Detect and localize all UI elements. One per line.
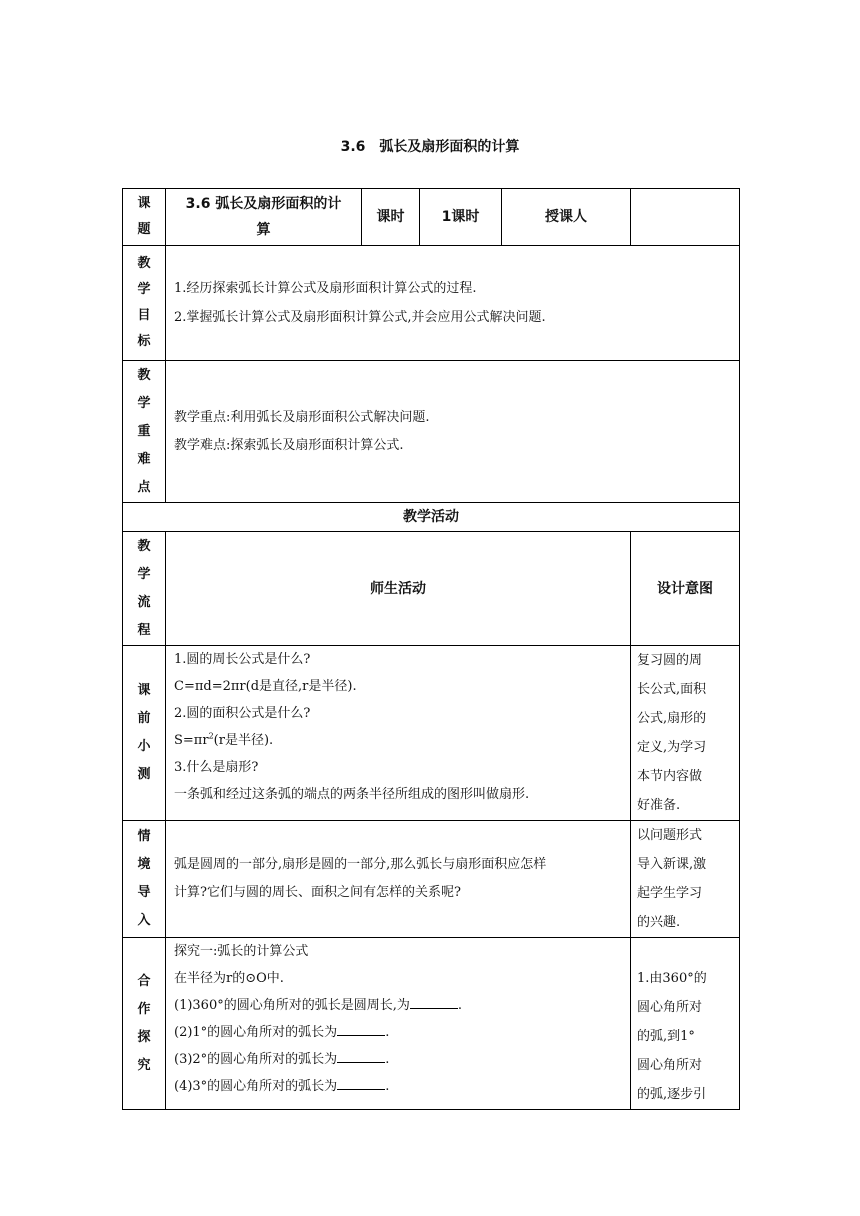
text-line: 3.什么是扇形? [174,760,259,775]
formula-note: (r是半径). [213,733,274,748]
intent-line: 本节内容做 [637,769,703,784]
pretest-intent [631,646,740,821]
intent-line: 起学生学习 [637,886,703,901]
label-char: 境 [137,857,151,872]
intent-line: 的兴趣. [637,915,681,930]
label-char: 点 [137,479,151,495]
period: . [385,1025,390,1040]
pretest-content [166,646,631,821]
intro-row [123,821,740,938]
label-char: 目 [137,308,151,323]
label-char: 究 [137,1057,151,1073]
intent-line: 公式,扇形的 [637,711,707,726]
label-char: 导 [137,885,151,900]
intent-line: 的弧,到1° [637,1029,695,1044]
label-char: 难 [137,451,151,467]
superscript: 2 [208,731,214,741]
text-line: 1.圆的周长公式是什么? [174,652,311,667]
pretest-label [123,646,166,821]
question-text: (2)1°的圆心角所对的弧长为 [174,1025,338,1040]
text-line: 一条弧和经过这条弧的端点的两条半径所组成的图形叫做扇形. [174,787,530,802]
lesson-plan-table [122,188,740,1110]
topic-label [123,189,166,246]
text-line: 计算?它们与圆的周长、面积之间有怎样的关系呢? [174,885,461,900]
label-char: 学 [137,395,151,411]
intent-line: 的弧,逐步引 [637,1087,707,1102]
intent-line: 1.由360°的 [637,971,707,986]
header-row [123,189,740,246]
answer-blank [337,1075,385,1090]
intent-line: 圆心角所对 [637,1058,703,1073]
key-points-label [123,361,166,503]
label-char: 重 [137,423,151,439]
activities-title-row [123,503,740,532]
label-char: 题 [137,222,151,237]
title-number: 3.6 [340,139,366,155]
intent-header: 设计意图 [631,532,740,646]
page-title [0,136,860,156]
label-char: 学 [137,566,151,582]
label-char: 流 [137,594,151,610]
label-char: 程 [137,622,151,638]
key-points-row [123,361,740,503]
intent-line: 圆心角所对 [637,1000,703,1015]
question-line [174,1046,622,1073]
answer-blank [337,1048,385,1063]
label-char: 课 [137,683,151,698]
explore-intent [631,938,740,1110]
label-char: 课 [137,196,151,211]
explore-content [166,938,631,1110]
key-point-item: 教学重点:利用弧长及扇形面积公式解决问题. [174,409,430,425]
flow-label [123,532,166,646]
label-char: 情 [137,829,151,844]
intent-line: 长公式,面积 [637,682,707,697]
topic-value [166,189,362,246]
label-char: 探 [137,1029,151,1045]
text-line: 探究一:弧长的计算公式 [174,944,309,959]
label-char: 合 [137,973,151,989]
answer-blank [410,994,458,1009]
period-value: 1课时 [420,189,502,246]
period: . [385,1079,390,1094]
label-char: 学 [137,282,151,297]
label-char: 小 [137,739,151,754]
label-char: 教 [137,367,151,383]
key-points-content [166,361,740,503]
question-line [174,1073,622,1100]
teacher-value [631,189,740,246]
text-line: C=πd=2πr(d是直径,r是半径). [174,679,357,694]
period-label: 课时 [362,189,420,246]
period: . [385,1052,390,1067]
goal-item: 1.经历探索弧长计算公式及扇形面积计算公式的过程. [174,281,477,296]
intent-line: 以问题形式 [637,828,703,843]
teacher-label: 授课人 [502,189,631,246]
pretest-row [123,646,740,821]
topic-line: 3.6 弧长及扇形面积的计 [185,196,342,212]
question-text: (1)360°的圆心角所对的弧长是圆周长,为 [174,998,410,1013]
text-line: 2.圆的面积公式是什么? [174,706,311,721]
text-line: 在半径为r的⊙O中. [174,971,284,986]
intro-label [123,821,166,938]
explore-row [123,938,740,1110]
goals-row [123,246,740,361]
goals-content [166,246,740,361]
text-line [174,727,622,754]
intent-line: 复习圆的周 [637,653,703,668]
intro-intent [631,821,740,938]
answer-blank [337,1021,385,1036]
topic-line: 算 [256,222,271,238]
label-char: 测 [137,767,151,782]
label-char: 教 [137,538,151,554]
text-line: 弧是圆周的一部分,扇形是圆的一部分,那么弧长与扇形面积应怎样 [174,857,547,872]
label-char: 标 [137,334,151,349]
activities-title: 教学活动 [123,503,740,532]
period: . [457,998,463,1013]
label-char: 前 [137,711,151,726]
key-point-item: 教学难点:探索弧长及扇形面积计算公式. [174,437,404,453]
question-text: (4)3°的圆心角所对的弧长为 [174,1079,338,1094]
label-char: 入 [137,913,151,928]
intro-content [166,821,631,938]
explore-label [123,938,166,1110]
activity-header: 师生活动 [166,532,631,646]
question-line [174,992,622,1019]
formula: S=πr [174,733,209,748]
title-text: 弧长及扇形面积的计算 [379,139,520,155]
question-line [174,1019,622,1046]
intent-line: 定义,为学习 [637,740,707,755]
label-char: 作 [137,1001,151,1017]
goal-item: 2.掌握弧长计算公式及扇形面积计算公式,并会应用公式解决问题. [174,310,546,325]
question-text: (3)2°的圆心角所对的弧长为 [174,1052,338,1067]
intent-line: 导入新课,激 [637,857,707,872]
goals-label [123,246,166,361]
flow-header-row [123,532,740,646]
label-char: 教 [137,256,151,271]
intent-line: 好准备. [637,798,681,813]
